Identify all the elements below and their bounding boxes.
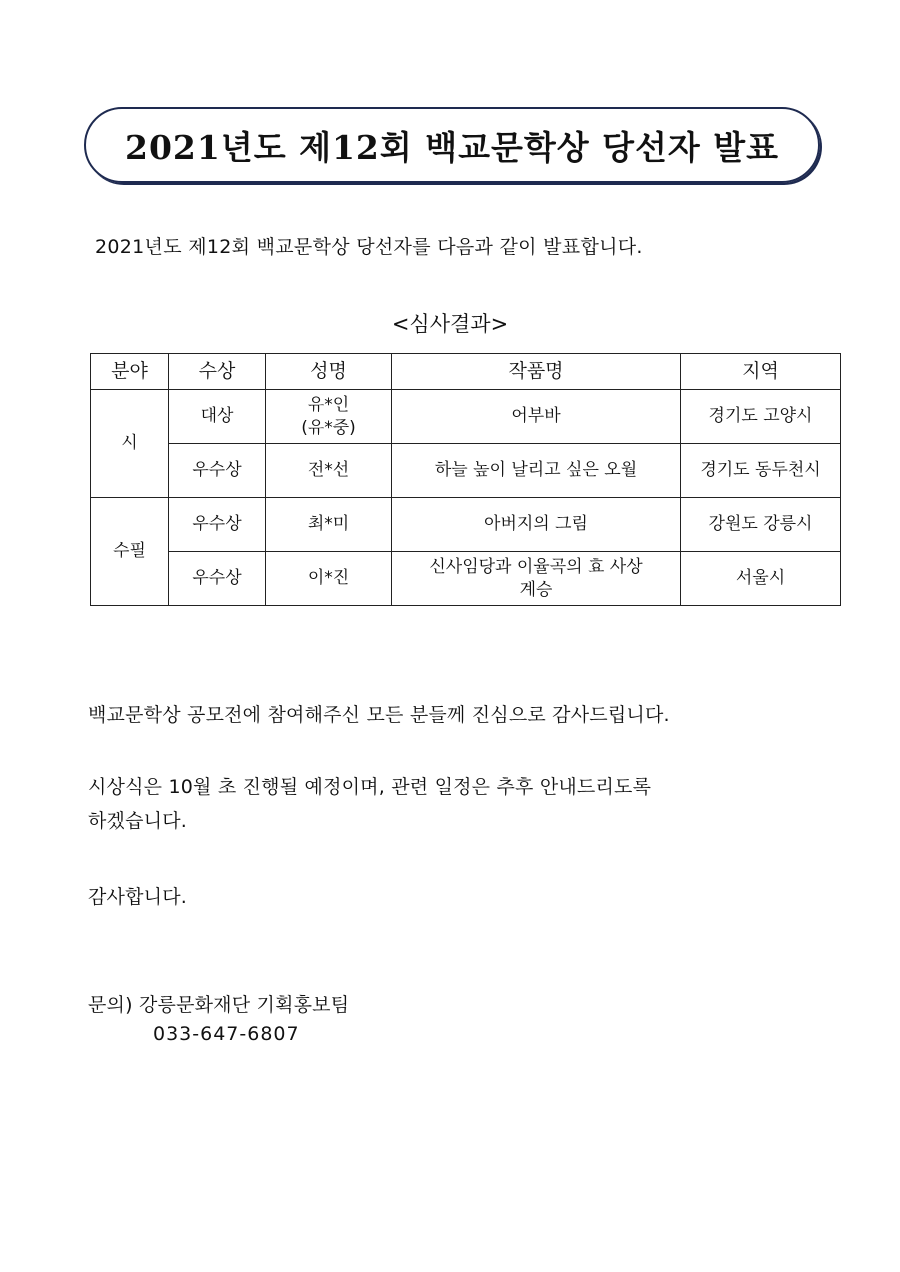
header-field: 분야 [91, 354, 169, 390]
closing-text: 감사합니다. [88, 886, 188, 908]
name-line: 유*인 [307, 395, 350, 416]
thanks-paragraph: 백교문학상 공모전에 참여해주신 모든 분들께 진심으로 감사드립니다. [88, 704, 670, 726]
name-cell: 최*미 [266, 498, 392, 552]
field-cell: 시 [91, 390, 169, 498]
name-cell: 이*진 [266, 552, 392, 606]
region-cell: 경기도 고양시 [681, 390, 841, 444]
work-cell: 아버지의 그림 [392, 498, 681, 552]
work-cell [392, 552, 681, 606]
region-cell: 서울시 [681, 552, 841, 606]
page-title: 2021년도 제12회 백교문학상 당선자 발표 [124, 127, 779, 167]
header-name: 성명 [266, 354, 392, 390]
contact-text: 문의) 강릉문화재단 기획홍보팀 [88, 994, 350, 1016]
phone-number: 033-647-6807 [153, 1023, 300, 1045]
results-table [90, 353, 841, 606]
region-cell: 경기도 동두천시 [681, 444, 841, 498]
result-heading: <심사결과> [391, 312, 509, 336]
ceremony-paragraph [88, 770, 651, 838]
work-cell: 하늘 높이 날리고 싶은 오월 [392, 444, 681, 498]
work-line: 계승 [519, 579, 553, 600]
table-row [91, 444, 841, 498]
work-line: 신사임당과 이율곡의 효 사상 [429, 557, 643, 578]
header-region: 지역 [681, 354, 841, 390]
table-row [91, 498, 841, 552]
title-banner [84, 107, 820, 183]
name-cell: 전*선 [266, 444, 392, 498]
ceremony-line: 시상식은 10월 초 진행될 예정이며, 관련 일정은 추후 안내드리도록 [88, 776, 652, 798]
region-cell: 강원도 강릉시 [681, 498, 841, 552]
name-cell [266, 390, 392, 444]
table-header-row [91, 354, 841, 390]
award-cell: 우수상 [169, 498, 266, 552]
header-award: 수상 [169, 354, 266, 390]
field-cell: 수필 [91, 498, 169, 606]
table-row [91, 552, 841, 606]
award-cell: 우수상 [169, 552, 266, 606]
award-cell: 우수상 [169, 444, 266, 498]
intro-text: 2021년도 제12회 백교문학상 당선자를 다음과 같이 발표합니다. [95, 236, 643, 258]
table-row [91, 390, 841, 444]
header-work: 작품명 [392, 354, 681, 390]
award-cell: 대상 [169, 390, 266, 444]
ceremony-line: 하겠습니다. [88, 810, 188, 832]
work-cell: 어부바 [392, 390, 681, 444]
name-line: (유*중) [301, 417, 356, 438]
